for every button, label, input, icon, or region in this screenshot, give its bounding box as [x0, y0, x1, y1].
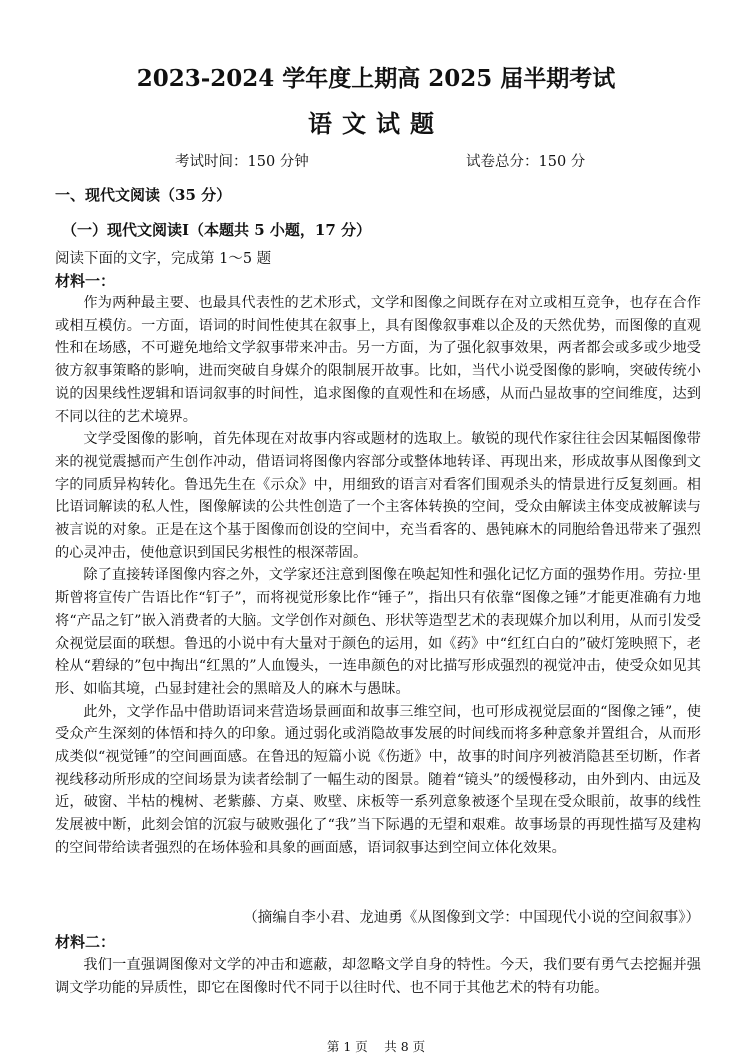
subject-title: 语文试题: [308, 109, 444, 138]
paragraph: 此外，文学作品中借助语词来营造场景画面和故事三维空间，也可形成视觉层面的“图像之锤”，使受众产生深刻的体悟和持久的印象。通过弱化或消隐故事发展的时间线而将多种意象并置组合，从而形成类似“视觉锤”的空间画面感。在鲁迅的短篇小说《伤逝》中，故事的时间序列被消隐甚至切断，作者视线移动所形成的空间场景为读者绘制了一幅生动的图景。随着“镜头”的缓慢移动，由外到内、由远及近，破窗、半枯的槐树、老紫藤、方桌、败壁、床板等一系列意象被逐个呈现在受众眼前，故事的线性发展被中断，此刻会馆的沉寂与破败强化了“我”当下际遇的无望和艰难。故事场景的再现性描写及建构的空间带给读者强烈的在场体验和具象的画面感，语词叙事达到空间立体化效果。: [55, 703, 701, 856]
paragraph: 作为两种最主要、也最具代表性的艺术形式，文学和图像之间既存在对立或相互竞争，也存在合作或相互模仿。一方面，语词的时间性使其在叙事上，具有图像叙事难以企及的天然优势，而图像的直观性和在场感，不可避免地给文学叙事带来冲击。另一方面，为了强化叙事效果，两者都会或多或少地受彼方叙事策略的影响，进而突破自身媒介的限制展开故事。比如，当代小说受图像的影响，突破传统小说的因果线性逻辑和语词叙事的时间性，追求图像的直观性和在场感，从而凸显故事的空间维度，达到不同以往的艺术境界。: [55, 295, 701, 425]
total-score: 试卷总分：150 分: [466, 154, 586, 170]
material-2-label: 材料二：: [55, 933, 116, 951]
page-footer: 第 1 页 共 8 页: [326, 1039, 426, 1054]
material-2-body: [55, 954, 701, 999]
exam-time: 考试时间：150 分钟: [175, 154, 309, 170]
paragraph: 除了直接转译图像内容之外，文学家还注意到图像在唤起知性和强化记忆方面的强势作用。劳拉·里斯曾将宣传广告语比作“钉子”，而将视觉形象比作“锤子”，指出只有依靠“图像之锤”才能更准确有力地将“产品之钉”嵌入消费者的大脑。文学创作对颜色、形状等造型艺术的表现媒介加以利用，从而引发受众视觉层面的联想。鲁迅的小说中有大量对于颜色的运用，如《药》中“红红白白的”破灯笼映照下，老栓从“碧绿的”包中掏出“红黑的”人血馒头，一连串颜色的对比描写形成强烈的视觉冲击，使受众如见其形、如临其境，凸显封建社会的黑暗及人的麻木与愚昧。: [55, 567, 701, 697]
reading-instruction: 阅读下面的文字，完成第 1～5 题: [55, 251, 272, 267]
subsection-heading: （一）现代文阅读I（本题共 5 小题，17 分）: [62, 221, 371, 239]
source-citation: （摘编自李小君、龙迪勇《从图像到文学：中国现代小说的空间叙事》）: [243, 910, 700, 926]
paragraph: 文学受图像的影响，首先体现在对故事内容或题材的选取上。敏锐的现代作家往往会因某幅图像带来的视觉震撼而产生创作冲动，借语词将图像内容部分或整体地转译、再现出来，形成故事从图像到文字的同质异构转化。鲁迅先生在《示众》中，用细致的语言对看客们围观杀头的情景进行反复刻画。相比语词解读的私人性，图像解读的公共性创造了一个主客体转换的空间，受众由解读主体变成被解读与被言说的对象。正是在这个基于图像而创设的空间中，充当看客的、愚钝麻木的同胞给鲁迅带来了强烈的心灵冲击，使他意识到国民劣根性的根深蒂固。: [55, 431, 701, 561]
paragraph: 我们一直强调图像对文学的冲击和遮蔽，却忽略文学自身的特性。今天，我们要有勇气去挖掘并强调文学功能的异质性，即它在图像时代不同于以往时代、也不同于其他艺术的特有功能。: [55, 957, 701, 996]
section-heading: 一、现代文阅读（35 分）: [55, 186, 232, 204]
material-1-label: 材料一：: [55, 272, 116, 290]
material-1-body: [55, 292, 701, 860]
exam-title: 2023-2024 学年度上期高 2025 届半期考试: [136, 65, 616, 92]
